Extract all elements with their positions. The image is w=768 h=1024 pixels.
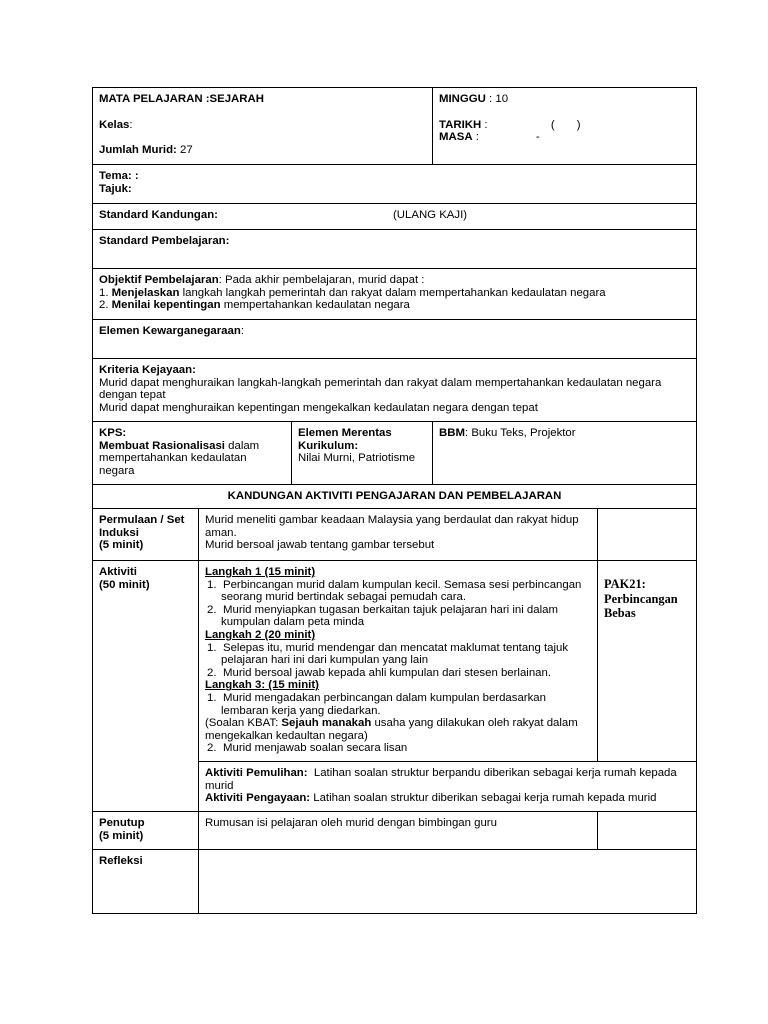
elemen-kewarganegaraan-row: Elemen Kewarganegaraan: <box>93 320 697 359</box>
objektif-row <box>93 269 697 320</box>
standard-pembelajaran-row <box>93 230 697 269</box>
pak21-value: Perbincangan Bebas <box>604 591 678 621</box>
jumlah-murid-label: Jumlah Murid: <box>99 144 177 157</box>
kriteria-label: Kriteria Kejayaan: <box>99 364 196 376</box>
objektif-label: Objektif Pembelajaran <box>99 274 219 286</box>
list-item: 1. Perbincangan murid dalam kumpulan kecil. Semasa sesi perbincangan seorang murid bertindak sebagai pemudah cara. <box>207 578 582 604</box>
pengayaan-text: Latihan soalan struktur diberikan sebagai kerja rumah kepada murid <box>310 792 657 805</box>
pengayaan-label: Aktiviti Pengayaan: <box>205 792 311 805</box>
kps-bold: Membuat Rasionalisasi <box>99 439 225 452</box>
objektif-intro: : Pada akhir pembelajaran, murid dapat : <box>218 274 425 286</box>
header-right-cell <box>433 88 697 165</box>
standard-pembelajaran-label: Standard Pembelajaran: <box>99 235 230 247</box>
jumlah-murid-value: 27 <box>176 144 193 157</box>
standard-kandungan-row <box>93 204 697 230</box>
kriteria-line: Murid dapat menghuraikan langkah-langkah pemerintah dan rakyat dalam mempertahankan kedaulatan negara dengan tepat <box>99 376 662 402</box>
emk-value: Nilai Murni, Patriotisme <box>298 452 416 465</box>
elemen-kewarganegaraan-label: Elemen Kewarganegaraan <box>99 325 241 337</box>
standard-kandungan-label: Standard Kandungan: <box>99 209 218 221</box>
tarikh-value: : ( ) <box>481 118 581 131</box>
kelas-sep: : <box>129 118 133 131</box>
minggu-value: : 10 <box>485 93 509 105</box>
langkah3-title: Langkah 3: (15 minit) <box>205 679 319 692</box>
masa-value: : - <box>472 131 540 144</box>
bbm-label: BBM <box>439 427 465 439</box>
langkah2-title: Langkah 2 (20 minit) <box>205 628 316 641</box>
kriteria-line: Murid dapat menghuraikan kepentingan mengekalkan kedaulatan negara dengan tepat <box>99 401 538 414</box>
aktiviti-row <box>93 561 697 762</box>
kps-label: KPS: <box>99 427 127 439</box>
pak21-label: PAK21: <box>604 577 646 591</box>
emk-cell <box>292 422 433 485</box>
list-item: 1. Selepas itu, murid mendengar dan mencatat maklumat tentang tajuk pelajaran hari ini dari kumpulan yang lain <box>207 641 569 667</box>
pemulihan-cell <box>199 762 697 812</box>
tema-row <box>93 165 697 204</box>
tarikh-label: TARIKH <box>439 118 482 131</box>
kbat-question: (Soalan KBAT: Sejauh manakah usaha yang dilakukan oleh rakyat dalam mengekalkan kedaultan negara) <box>205 717 578 742</box>
list-item: 1. Murid mengadakan perbincangan dalam kumpulan berdasarkan lembaran kerja yang diedarkan. <box>207 691 546 717</box>
list-item: 2. Murid bersoal jawab kepada ahli kumpulan dari stesen berlainan. <box>207 666 551 679</box>
pemulihan-text: Latihan soalan struktur berpandu diberikan sebagai kerja rumah kepada murid <box>205 767 680 792</box>
penutup-label-cell: Penutup (5 minit) <box>93 812 199 850</box>
pak21-cell <box>598 561 697 762</box>
standard-kandungan-value: (ULANG KAJI) <box>393 209 468 221</box>
list-item: 2. Murid menyiapkan tugasan berkaitan tajuk pelajaran hari ini dalam kumpulan dalam peta minda <box>207 603 558 629</box>
subject-label: MATA PELAJARAN :SEJARAH <box>99 93 264 105</box>
langkah1-title: Langkah 1 (15 minit) <box>205 566 316 578</box>
permulaan-row <box>93 509 697 561</box>
masa-label: MASA <box>439 131 473 144</box>
lesson-plan-table <box>92 87 697 914</box>
kps-cell <box>93 422 292 485</box>
aktiviti-content-cell <box>199 561 598 762</box>
kps-row <box>93 422 697 485</box>
refleksi-label-cell: Refleksi <box>93 850 199 914</box>
refleksi-row <box>93 850 697 914</box>
section-title: KANDUNGAN AKTIVITI PENGAJARAN DAN PEMBELAJARAN <box>227 490 562 502</box>
section-title-row <box>93 485 697 509</box>
pemulihan-label: Aktiviti Pemulihan: <box>205 767 308 779</box>
minggu-label: MINGGU <box>439 93 486 105</box>
kps-text: dalam mempertahankan kedaulatan negara <box>99 439 260 477</box>
permulaan-label-cell: Permulaan / Set Induksi (5 minit) <box>93 509 199 561</box>
list-item: 2. Murid menjawab soalan secara lisan <box>207 742 408 755</box>
header-left-cell <box>93 88 433 165</box>
header-row <box>93 88 697 165</box>
refleksi-content-cell <box>199 850 697 914</box>
tema-label: Tema: : <box>99 170 139 182</box>
objektif-item: 1. Menjelaskan langkah langkah pemerintah dan rakyat dalam mempertahankan kedaulatan negara <box>99 286 606 299</box>
emk-label: Elemen Merentas Kurikulum: <box>298 427 392 452</box>
penutup-content-cell: Rumusan isi pelajaran oleh murid dengan bimbingan guru <box>199 812 598 850</box>
permulaan-content-cell: Murid meneliti gambar keadaan Malaysia yang berdaulat dan rakyat hidup aman. Murid bersoal jawab tentang gambar tersebut <box>199 509 598 561</box>
tajuk-label: Tajuk: <box>99 182 132 195</box>
objektif-item: 2. Menilai kepentingan mempertahankan kedaulatan negara <box>99 299 410 312</box>
kelas-label: Kelas <box>99 118 130 131</box>
bbm-value: : Buku Teks, Projektor <box>464 427 576 439</box>
kriteria-row <box>93 359 697 422</box>
penutup-row <box>93 812 697 850</box>
bbm-cell <box>433 422 697 485</box>
aktiviti-label-cell: Aktiviti (50 minit) <box>93 561 199 812</box>
